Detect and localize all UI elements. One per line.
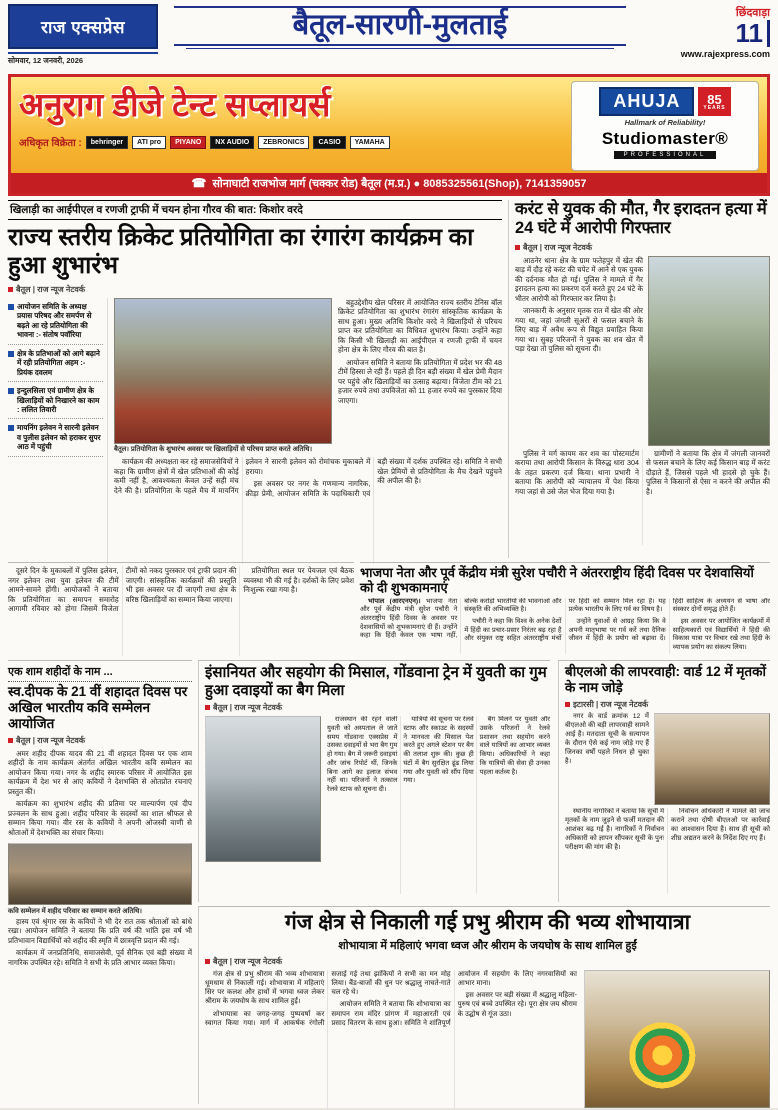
cricket-side-text xyxy=(338,298,502,454)
kavi-byline xyxy=(8,735,192,746)
cricket-main xyxy=(8,298,502,564)
train-text-columns xyxy=(327,716,550,894)
brand-logo-behringer: behringer xyxy=(86,136,128,149)
train-byline xyxy=(205,702,550,713)
kavi-photo-caption: कवि सम्मेलन में शहीद परिवार का सम्मान करते अतिथि। xyxy=(8,908,142,916)
article-shobhayatra xyxy=(198,906,770,1104)
cricket-photo-caption: बैतूल। प्रतियोगिता के शुभारंभ अवसर पर खिलाड़ियों से परिचय प्राप्त करते अतिथि। xyxy=(114,445,313,453)
ad-title: अनुराग डीजे टेन्ट सप्लायर्स xyxy=(19,86,331,123)
brand-logo-zebronics: ZEBRONICS xyxy=(258,136,309,149)
ahuja-tagline: Hallmark of Reliability! xyxy=(624,118,706,127)
rule-top xyxy=(174,6,626,8)
brand-logo-casio: CASIO xyxy=(313,136,345,149)
byline-bullet-icon xyxy=(515,245,520,250)
website-text: www.rajexpress.com xyxy=(680,49,770,60)
hindi-divas-columns xyxy=(360,598,770,654)
highlight-text: इन्दुलसिला एवं ग्रामीण क्षेत्र के खिलाड़ियों को निखारने का काम : ललित तिवारी xyxy=(17,386,100,414)
kavi-byline-text: बैतूल | राज न्यूज नेटवर्क xyxy=(16,735,85,745)
paragraph: कार्यक्रम का शुभारंभ शहीद की प्रतिमा पर माल्यार्पण एवं दीप प्रज्वलन के साथ हुआ। शहीद परिवार के सदस्यों का शाल श्रीफल से सम्मान किया गया। वीर रस के कवियों ने अपनी ओजस्वी वाणी से श्रोताओं में देशभक्ति का संचार किया। xyxy=(8,799,192,837)
city-label: छिंदवाड़ा xyxy=(735,7,770,19)
paragraph: स्थानीय नागरिकों ने बताया कि सूची में मृतकों के नाम जुड़ने से फर्जी मतदान की आशंका बढ़ गई है। नागरिकों ने निर्वाचन अधिकारी को ज्ञापन सौंपकर सूची के पुनः परीक्षण की मांग की है। xyxy=(565,807,665,851)
highlight-item xyxy=(8,382,103,419)
paragraph: अमर शहीद दीपक यादव की 21 वीं शहादत दिवस पर एक शाम शहीदों के नाम कार्यक्रम अंतर्गत अखिल भारतीय कवि सम्मेलन का आयोजन किया गया। नगर के शहीद स्मारक परिसर में आयोजित इस कार्यक्रम में देश भर से आए कवियों ने देशभक्ति से ओतप्रोत रचनाएं प्रस्तुत कीं। xyxy=(8,748,192,796)
cricket-photo-col xyxy=(114,298,332,454)
masthead xyxy=(8,4,770,70)
blo-byline-text: इटारसी | राज न्यूज नेटवर्क xyxy=(573,699,649,709)
electrocution-bottom-columns xyxy=(515,449,770,545)
shobhayatra-byline xyxy=(205,956,770,967)
issue-date: सोमवार, 12 जनवरी, 2026 xyxy=(8,52,158,66)
years-badge xyxy=(698,87,730,116)
cricket-highlights xyxy=(8,298,108,564)
ad-address-strip xyxy=(11,173,767,193)
studiomaster-sub: PROFESSIONAL xyxy=(614,151,717,159)
brand-logo-piyano: PIYANO xyxy=(170,136,206,149)
brand-logo-nxaudio: NX AUDIO xyxy=(210,136,254,149)
section-header: एक शाम शहीदों के नाम ... xyxy=(8,664,192,682)
newspaper-logo: राज एक्सप्रेस xyxy=(8,4,158,49)
highlight-text: आयोजन समिति के अध्यक्ष प्रयास परिषद और समर्पण से बढ़ते आ रहे प्रतियोगिता की भावना :- संतोष पवॉरिया xyxy=(17,301,92,340)
blo-toprow xyxy=(565,713,770,805)
highlight-text: मायनिंग इलेवन ने सारनी इलेवन व पुलीस इलेवन को हराकर सुपर आठ में पहुंची xyxy=(17,423,101,452)
article-kicker: खिलाड़ी का आईपीएल व रणजी ट्राफी में चयन होना गौरव की बात: किशोर वरदे xyxy=(8,200,502,220)
article-cricket xyxy=(8,200,502,558)
cricket-event-photo xyxy=(114,298,332,444)
paragraph: आयोजन समिति ने बताया कि प्रतियोगिता में प्रदेश भर की 48 टीमें हिस्सा ले रही हैं। पहले ही दिन बड़ी संख्या में खेल प्रेमी मैदान पर पहुंचे और खिलाड़ियों का उत्साह बढ़ाया। विजेता टीम को 21 हजार रुपये तथा उपविजेता को 11 हजार रुपये का पुरस्कार दिया जाएगा। xyxy=(338,357,502,405)
train-main xyxy=(205,716,550,894)
blo-text xyxy=(565,713,649,805)
shobhayatra-headline: गंज क्षेत्र से निकाली गई प्रभु श्रीराम की भव्य शोभायात्रा xyxy=(284,911,691,934)
dateline: भोपाल (आरएनएन)। xyxy=(368,597,421,605)
kavi-sammelan-photo xyxy=(8,843,192,905)
cricket-toprow xyxy=(114,298,502,454)
electrocution-toprow xyxy=(515,256,770,446)
article-kavi-sammelan xyxy=(8,660,192,1104)
paragraph: आठनेर थाना क्षेत्र के ग्राम फतेहपुर में खेत की बाड़ में दौड़ रहे करंट की चपेट में आने से एक युवक की दर्दनाक मौत हो गई। पुलिस ने मामले में गैर इरादतन हत्या का प्रकरण दर्ज करते हुए 24 घंटे के भीतर आरोपी को गिरफ्तार कर लिया है। xyxy=(515,255,643,303)
bullet-square-icon xyxy=(8,388,14,394)
blo-bottom-columns xyxy=(565,808,770,894)
paragraph: आयोजन समिति ने बताया कि शोभायात्रा का समापन राम मंदिर प्रांगण में महाआरती एवं प्रसाद वितरण के साथ हुआ। समिति ने शांतिपूर्ण आयोजन में सहयोग के लिए नगरवासियों का आभार माना। xyxy=(331,970,577,1027)
rule-bottom-thin xyxy=(186,48,614,49)
paragraph: कार्यक्रम में जनप्रतिनिधि, समाजसेवी, पूर्व सैनिक एवं बड़ी संख्या में नागरिक उपस्थित रहे। समिति ने सभी के प्रति आभार व्यक्त किया। xyxy=(8,948,192,967)
dealer-label: अधिकृत विक्रेता : xyxy=(19,138,82,149)
article-train-bag xyxy=(198,660,550,902)
paragraph: बहुउद्देशीय खेल परिसर में आयोजित राज्य स्तरीय टेनिस बॉल क्रिकेट प्रतियोगिता का शुभारंभ रंगारंग सांस्कृतिक कार्यक्रम के साथ हुआ। मुख्य अतिथि किशोर वरदे ने खिलाड़ियों से परिचय प्राप्त कर प्रतियोगिता का विधिवत शुभारंभ किया। उन्होंने कहा कि किसी भी खिलाड़ी का आईपीएल व रणजी ट्राफी में चयन होना क्षेत्र के लिए गौरव की बात है। xyxy=(338,297,502,355)
kavi-text-bottom xyxy=(8,917,192,971)
cricket-byline-text: बैतूल | राज न्यूज नेटवर्क xyxy=(16,284,85,294)
shobhayatra-main xyxy=(205,970,770,1110)
paragraph: हास्य एवं श्रृंगार रस के कवियों ने भी देर रात तक श्रोताओं को बांधे रखा। आयोजन समिति ने बताया कि प्रति वर्ष की भांति इस वर्ष भी प्रतिभावान विद्यार्थियों को शहीद की स्मृति में छात्रवृत्ति प्रदान की गई। xyxy=(8,916,192,945)
paragraph: जानकारी के अनुसार मृतक रात में खेत की ओर गया था, जहां जंगली सूअरों से फसल बचाने के लिए बाड़ में अवैध रूप से विद्युत प्रवाहित किया गया था। सुबह परिजनों ने युवक का शव खेत में पड़ा देखा तो पुलिस को सूचना दी। xyxy=(515,306,643,354)
brand-logo-yamaha: YAMAHA xyxy=(350,136,390,149)
paragraph: ग्रामीणों ने बताया कि क्षेत्र में जंगली जानवरों से फसल बचाने के लिए कई किसान बाड़ में करंट दौड़ाते हैं, जिससे पहले भी हादसे हो चुके हैं। पुलिस ने किसानों से ऐसा न करने की अपील की है। xyxy=(646,448,770,496)
masthead-center xyxy=(158,4,642,70)
electrocution-byline xyxy=(515,242,770,253)
byline-bullet-icon xyxy=(205,959,210,964)
cricket-continuation xyxy=(8,562,354,656)
byline-bullet-icon xyxy=(565,702,570,707)
paragraph: राजस्थान की रहने वाली युवती को अस्पताल ले जाते समय गोंडवाना एक्सप्रेस में उसका दवाइयों से भरा बैग गुम हो गया। बैग में जरूरी दवाइयां और जांच रिपोर्ट थीं, जिनके बिना आगे का इलाज संभव नहीं था। परिजनों ने तत्काल रेलवे स्टाफ को सूचना दी। xyxy=(327,716,398,793)
paragraph: दूसरे दिन के मुकाबलों में पुलिस इलेवन, नगर इलेवन तथा युवा इलेवन की टीमें आमने-सामने होंगी। आयोजकों ने बताया कि प्रतियोगिता का समापन समारोह आगामी रविवार को होगा जिसमें विजेता टीमों को नकद पुरस्कार एवं ट्राफी प्रदान की जाएगी। सांस्कृतिक कार्यक्रमों की प्रस्तुति भी इस अवसर पर दी जाएगी तथा क्षेत्र के वरिष्ठ खिलाड़ियों का सम्मान किया जाएगा। xyxy=(8,566,237,613)
train-photo xyxy=(205,716,321,862)
paragraph: शोभायात्रा का जगह-जगह पुष्पवर्षा कर स्वागत किया गया। मार्ग में आकर्षक रंगोली सजाई गई तथा झांकियों ने सभी का मन मोह लिया। बैंड-बाजों की धुन पर श्रद्धालु नाचते-गाते चल रहे थे। xyxy=(205,970,451,1027)
kavi-headline: स्व.दीपक के 21 वीं शहादत दिवस पर अखिल भारतीय कवि सम्मेलन आयोजित xyxy=(8,684,188,731)
paragraph: उन्होंने युवाओं से आग्रह किया कि वे अपनी मातृभाषा पर गर्व करें तथा दैनिक जीवन में हिंदी के प्रयोग को बढ़ावा दें। हिंदी साहित्य के अध्ययन से भाषा और संस्कार दोनों समृद्ध होते हैं। xyxy=(568,597,770,643)
masthead-left xyxy=(8,4,158,70)
bullet-square-icon xyxy=(8,425,14,431)
byline-bullet-icon xyxy=(205,705,210,710)
kavi-text-top xyxy=(8,749,192,841)
paragraph: प्रतियोगिता स्थल पर पेयजल एवं बैठक व्यवस्था भी की गई है। दर्शकों के लिए प्रवेश निःशुल्क रखा गया है। xyxy=(243,566,354,594)
ad-ahuja-panel xyxy=(571,81,759,171)
byline-bullet-icon xyxy=(8,287,13,292)
highlight-item xyxy=(8,419,103,456)
shobhayatra-subhead: शोभायात्रा में महिलाएं भगवा ध्वज और श्रीराम के जयघोष के साथ शामिल हुईं xyxy=(338,939,637,952)
ad-left xyxy=(19,81,563,171)
article-hindi-divas xyxy=(360,562,770,656)
blo-photo xyxy=(654,713,770,805)
train-byline-text: बैतूल | राज न्यूज नेटवर्क xyxy=(213,703,282,713)
ahuja-row xyxy=(599,87,730,116)
paragraph: पचौरी ने कहा कि विश्व के अनेक देशों में हिंदी का प्रचार-प्रसार निरंतर बढ़ रहा है और संयुक्त राष्ट्र सहित अंतरराष्ट्रीय मंचों पर हिंदी को सम्मान मिल रहा है। यह प्रत्येक भारतीय के लिए गर्व का विषय है। xyxy=(464,597,666,643)
blo-byline xyxy=(565,699,770,710)
article-blo xyxy=(558,660,770,902)
shobhayatra-byline-text: बैतूल | राज न्यूज नेटवर्क xyxy=(213,956,282,966)
paragraph: बैग मिलने पर युवती और उसके परिजनों ने रेलवे प्रशासन तथा सहयोग करने वाले यात्रियों का आभार व्यक्त किया। अधिकारियों ने कहा कि यात्रियों की सेवा ही उनका पहला कर्तव्य है। xyxy=(479,716,550,776)
cricket-byline xyxy=(8,284,502,295)
rule-bottom xyxy=(174,44,626,46)
paragraph: कार्यक्रम की अध्यक्षता कर रहे समाजसेवियों ने कहा कि ग्रामीण क्षेत्रों में खेल प्रतिभाओं की कोई कमी नहीं है, आवश्यकता केवल उन्हें सही मंच देने की है। प्रतियोगिता के पहले मैच में मायनिंग इलेवन ने सारनी इलेवन को रोमांचक मुकाबले में हराया। xyxy=(114,457,371,495)
masthead-right xyxy=(642,4,770,70)
ad-dealer-row xyxy=(19,135,563,149)
ad-main xyxy=(11,77,767,173)
shobhayatra-rangoli-photo xyxy=(584,970,770,1108)
brand-logo-atipro: ATI pro xyxy=(132,136,166,149)
cricket-body xyxy=(114,298,502,564)
paragraph: नगर के वार्ड क्रमांक 12 में बीएलओ की बड़ी लापरवाही सामने आई है। मतदाता सूची के सत्यापन के दौरान ऐसे कई नाम जोड़े गए हैं जिनका वर्षों पहले निधन हो चुका है। xyxy=(565,712,649,765)
years-label: YEARS xyxy=(703,104,726,111)
bullet-square-icon xyxy=(8,304,14,310)
highlight-item xyxy=(8,345,103,382)
electrocution-headline: करंट से युवक की मौत, गैर इरादतन हत्या में 24 घंटे में आरोपी गिरफ्तार xyxy=(515,200,767,238)
paragraph: इस अवसर पर बड़ी संख्या में श्रद्धालु महिला-पुरुष एवं बच्चे उपस्थित रहे। पूरा क्षेत्र जय श्रीराम के उद्घोष से गूंज उठा। xyxy=(457,992,577,1018)
page-number: 11 xyxy=(736,20,771,47)
highlight-item xyxy=(8,298,103,345)
ahuja-logo: AHUJA xyxy=(599,87,694,116)
paragraph: इस अवसर पर नगर के गणमान्य नागरिक, क्रीड़ा प्रेमी, आयोजन समिति के पदाधिकारी एवं बड़ी संख्या में दर्शक उपस्थित रहे। समिति ने सभी खेल प्रेमियों से प्रतियोगिता के मैच देखने पहुंचने की अपील की है। xyxy=(245,457,502,498)
article-electrocution xyxy=(508,200,770,558)
cricket-headline: राज्य स्तरीय क्रिकेट प्रतियोगिता का रंगारंग कार्यक्रम का हुआ शुभारंभ xyxy=(8,224,474,280)
electrocution-text xyxy=(515,256,643,446)
electrocution-byline-text: बैतूल | राज न्यूज नेटवर्क xyxy=(523,242,592,252)
years-number: 85 xyxy=(707,91,722,107)
paragraph: पुलिस ने मर्ग कायम कर शव का पोस्टमार्टम कराया तथा आरोपी किसान के विरुद्ध धारा 304 के तहत प्रकरण दर्ज किया। थाना प्रभारी ने बताया कि आरोपी को न्यायालय में पेश किया गया जहां से उसे जेल भेज दिया गया है। xyxy=(515,448,639,496)
train-headline: इंसानियत और सहयोग की मिसाल, गोंडवाना ट्रेन में युवती का गुम हुआ दवाइयों का बैग मिला xyxy=(205,664,547,699)
bullet-square-icon xyxy=(8,351,14,357)
studiomaster-logo: Studiomaster® xyxy=(601,129,729,148)
paragraph: यात्रियों की सूचना पर रेलवे स्टाफ और स्काउट के सदस्यों ने मानवता की मिसाल पेश करते हुए अगले स्टेशन पर बैग की तलाश शुरू की। कुछ ही घंटों में बैग सुरक्षित ढूंढ लिया गया और युवती को सौंप दिया गया। xyxy=(403,716,474,785)
blo-headline: बीएलओ की लापरवाही: वार्ड 12 में मृतकों के नाम जोड़े xyxy=(565,664,766,695)
cricket-bottom-columns xyxy=(114,457,502,564)
paragraph-text: भाजपा नेता और पूर्व केंद्रीय मंत्री सुरेश पचौरी ने अंतरराष्ट्रीय हिंदी दिवस के अवसर पर देशवासियों को शुभकामनाएं दी हैं। उन्होंने कहा कि हिंदी केवल एक भाषा नहीं, बल्कि करोड़ों भारतीयों की भावनाओं और संस्कृति की अभिव्यक्ति है। xyxy=(360,597,562,640)
highlight-text: क्षेत्र के प्रतिभाओं को आगे बढ़ाने में रही प्रतियोगिता अहम :- प्रियंक दवलम xyxy=(17,348,100,377)
paragraph: गंज क्षेत्र से प्रभु श्रीराम की भव्य शोभायात्रा धूमधाम से निकाली गई। शोभायात्रा में महिलाएं सिर पर कलश और हाथों में भगवा ध्वज लेकर श्रीराम के जयघोष के साथ शामिल हुईं। xyxy=(205,970,325,1006)
hindi-divas-headline: भाजपा नेता और पूर्व केंद्रीय मंत्री सुरेश पचौरी ने अंतरराष्ट्रीय हिंदी दिवस पर देशवासियों को दी शुभकामनाएं xyxy=(360,565,754,596)
paragraph: निर्वाचन अधिकारी ने मामले की जांच कराने तथा दोषी बीएलओ पर कार्रवाई का आश्वासन दिया है। साथ ही सूची को शीघ्र अद्यतन करने के निर्देश दिए गए हैं। xyxy=(671,807,770,842)
shobhayatra-text-columns xyxy=(205,970,577,1110)
electrocution-scene-photo xyxy=(648,256,770,446)
phone-icon: ☎ xyxy=(191,176,207,190)
paragraph: इस अवसर पर आयोजित कार्यक्रमों में साहित्यकारों एवं विद्यार्थियों ने हिंदी की विकास यात्रा पर विचार रखे तथा हिंदी के व्यापक प्रयोग का संकल्प लिया। xyxy=(672,618,770,652)
advertisement-banner xyxy=(8,74,770,196)
ad-address: सोनाघाटी राजभोज मार्ग (चक्कर रोड) बैतूल (म.प्र.) ● 8085325561(Shop), 7141359057 xyxy=(212,177,587,190)
byline-bullet-icon xyxy=(8,738,13,743)
edition-title: बैतूल-सारणी-मुलताई xyxy=(292,9,508,41)
